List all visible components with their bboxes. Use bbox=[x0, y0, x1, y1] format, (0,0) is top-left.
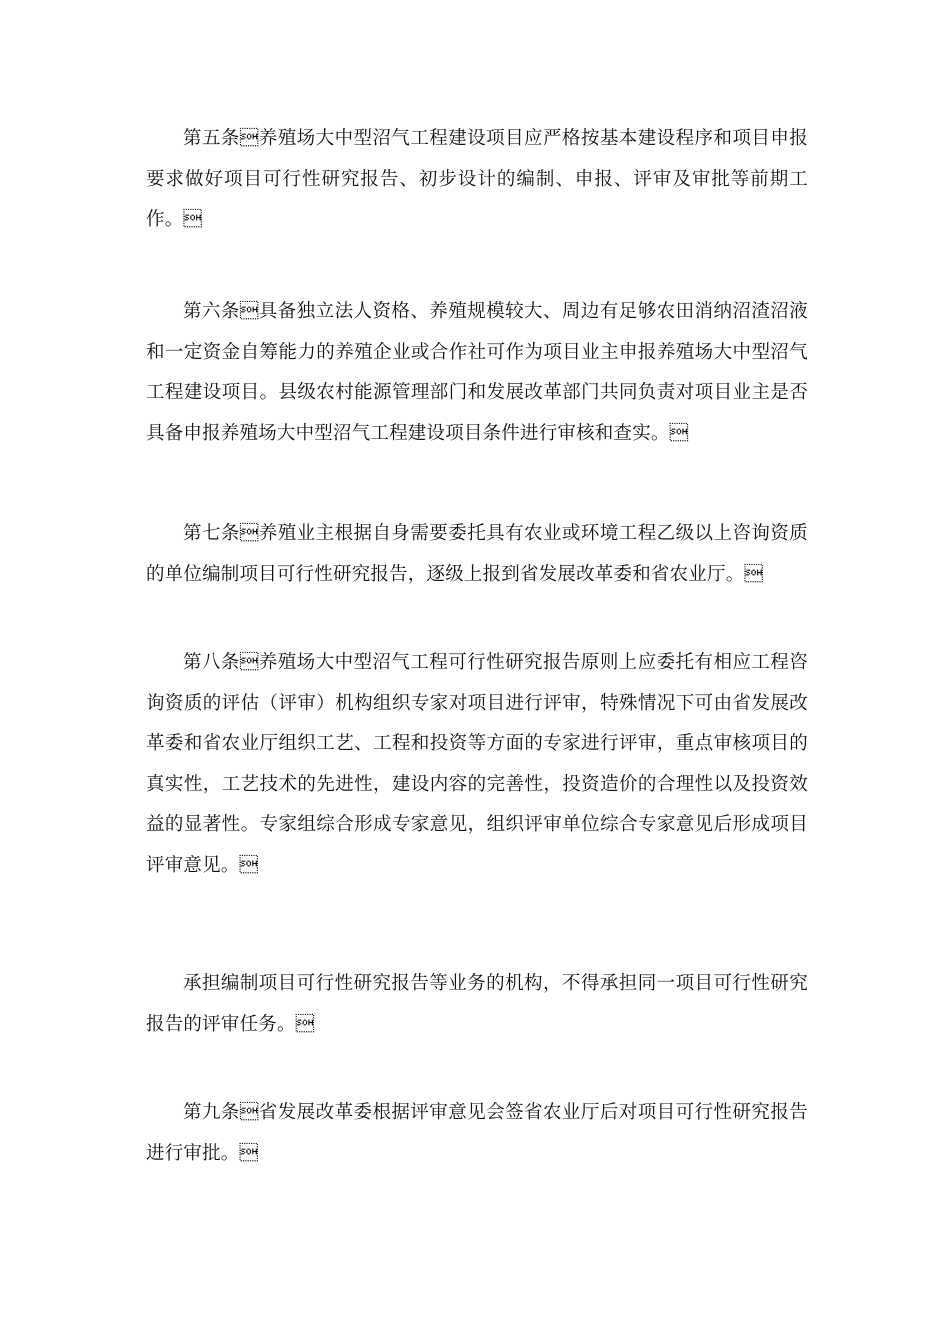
article-6-paragraph: 第六条具备独立法人资格、养殖规模较大、周边有足够农田消纳沼渣沼液和一定资金自筹能力的养殖企业或合作社可作为项目业主申报养殖场大中型沼气工程建设项目。县级农村能源管理部门和发展改革部门共同负责对项目业主是否具备申报养殖场大中型沼气工程建设项目条件进行审核和查实。 bbox=[146, 301, 808, 444]
article-5-paragraph: 第五条养殖场大中型沼气工程建设项目应严格按基本建设程序和项目申报要求做好项目可行性研究报告、初步设计的编制、申报、评审及审批等前期工作。 bbox=[146, 128, 808, 231]
article-9-paragraph: 第九条省发展改革委根据评审意见会签省农业厅后对项目可行性研究报告进行审批。 bbox=[146, 1102, 808, 1164]
article-8-supplement-paragraph: 承担编制项目可行性研究报告等业务的机构，不得承担同一项目可行性研究报告的评审任务。 bbox=[146, 973, 808, 1035]
article-7-paragraph: 第七条养殖业主根据自身需要委托具有农业或环境工程乙级以上咨询资质的单位编制项目可行性研究报告，逐级上报到省发展改革委和省农业厅。 bbox=[146, 523, 808, 585]
article-8-paragraph: 第八条养殖场大中型沼气工程可行性研究报告原则上应委托有相应工程咨询资质的评估（评审）机构组织专家对项目进行评审，特殊情况下可由省发展改革委和省农业厅组织工艺、工程和投资等方面的专家进行评审，重点审核项目的真实性，工艺技术的先进性，建设内容的完善性，投资造价的合理性以及投资效益的显著性。专家组综合形成专家意见，组织评审单位综合专家意见后形成项目评审意见。 bbox=[146, 652, 808, 876]
